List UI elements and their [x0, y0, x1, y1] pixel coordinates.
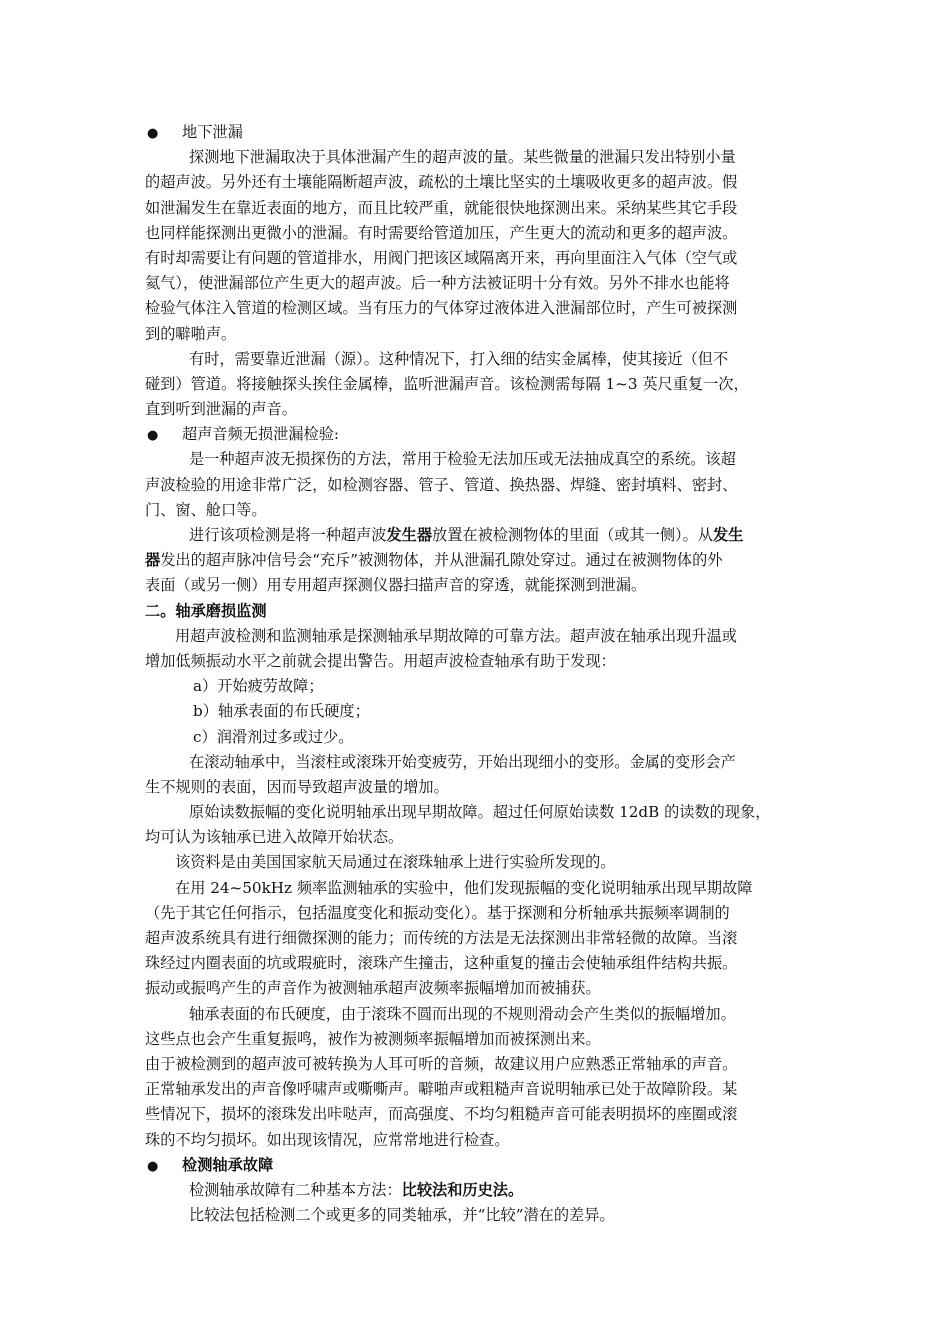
bullet-icon: ●: [147, 126, 159, 141]
text-line: 有时，需要靠近泄漏（源）。这种情况下，打入细的结实金属棒，使其接近（但不: [189, 349, 729, 368]
emphasis-generator: 器: [145, 551, 161, 570]
text-line: 直到听到泄漏的声音。: [145, 400, 297, 419]
list-item: a）开始疲劳故障；: [193, 677, 324, 696]
heading-text: 超声音频无损泄漏检验:: [182, 425, 339, 444]
paragraph-comparison-method: 比较法包括检测二个或更多的同类轴承，并“比较”潜在的差异。: [189, 1206, 615, 1225]
bullet-icon: ●: [147, 1158, 159, 1174]
paragraph-bearing-7: [145, 1052, 811, 1153]
text-line: 这些点也会产生重复振鸣，被作为被测频率振幅增加而被探测出来。: [145, 1029, 601, 1048]
heading-text: 检测轴承故障: [182, 1155, 274, 1174]
text-line: 均可认为该轴承已进入故障开始状态。: [145, 828, 404, 847]
paragraph-bearing-6: [145, 1002, 811, 1052]
emphasis-generator: 发生器: [386, 526, 432, 544]
text-line: 到的噼啪声。: [145, 324, 237, 343]
text-line: 增加低频振动水平之前就会提出警告。用超声波检查轴承有助于发现：: [145, 651, 616, 670]
text-line: 声波检验的用途非常广泛，如检测容器、管子、管道、换热器、焊缝、密封填料、密封、: [145, 475, 738, 494]
text-line: 的超声波。另外还有土壤能隔断超声波，疏松的土壤比坚实的土壤吸收更多的超声波。假: [145, 173, 738, 192]
text-line: 珠经过内圈表面的坑或瑕疵时，滚珠产生撞击，这种重复的撞击会使轴承组件结构共振。: [145, 954, 738, 973]
list-item: b）轴承表面的布氏硬度；: [193, 702, 370, 721]
text-line: 表面（或另一侧）用专用超声探测仪器扫描声音的穿透，就能探测到泄漏。: [145, 576, 647, 595]
text-line: 探测地下泄漏取决于具体泄漏产生的超声波的量。某些微量的泄漏只发出特别小量: [189, 148, 736, 167]
bullet-icon: ●: [147, 428, 159, 444]
section-heading-ultrasonic-leak-test: [145, 422, 811, 447]
paragraph-detect-methods: [145, 1178, 811, 1203]
paragraph-bearing-3: [145, 800, 811, 850]
text-line: 检验气体注入管道的检测区域。当有压力的气体穿过液体进入泄漏部位时，产生可被探测: [145, 299, 738, 318]
paragraph-ultrasonic-1: [145, 447, 811, 523]
text-line: 在滚动轴承中，当滚柱或滚珠开始变疲劳，开始出现细小的变形。金属的变形会产: [189, 752, 736, 771]
text-span: 检测轴承故障有二种基本方法：: [189, 1180, 402, 1199]
heading-text: 地下泄漏: [182, 123, 243, 141]
section-heading-underground-leak: [145, 120, 811, 145]
text-line: （先于其它任何指示，包括温度变化和振动变化）。基于探测和分析轴承共振频率调制的: [145, 903, 730, 922]
section-heading-bearing-wear: 二。轴承磨损监测: [145, 601, 267, 620]
text-line: 由于被检测到的超声波可被转换为人耳可听的音频，故建议用户应熟悉正常轴承的声音。: [145, 1054, 738, 1073]
text-line: 如泄漏发生在靠近表面的地方，而且比较严重，就能很快地探测出来。采纳某些其它手段: [145, 198, 738, 217]
paragraph-underground-leak-1: [145, 145, 811, 347]
text-line: 生不规则的表面，因而导致超声波量的增加。: [145, 777, 449, 796]
text-line: 是一种超声波无损探伤的方法，常用于检验无法加压或无法抽成真空的系统。该超: [189, 450, 736, 469]
text-line: 也同样能探测出更微小的泄漏。有时需要给管道加压，产生更大的流动和更多的超声波。: [145, 223, 738, 242]
text-line: 珠的不均匀损坏。如出现该情况，应常常地进行检查。: [145, 1130, 510, 1149]
text-line: 振动或振鸣产生的声音作为被测轴承超声波频率振幅增加而被捕获。: [145, 979, 601, 998]
emphasis-generator: 发生: [712, 526, 744, 544]
text-line: 正常轴承发出的声音像呼啸声或嘶嘶声。噼啪声或粗糙声音说明轴承已处于故障阶段。某: [145, 1080, 738, 1099]
paragraph-bearing-4: 该资料是由美国国家航天局通过在滚珠轴承上进行实验所发现的。: [175, 853, 616, 872]
text-line: 轴承表面的布氏硬度，由于滚珠不圆而出现的不规则滑动会产生类似的振幅增加。: [189, 1004, 736, 1023]
text-span: 发出的超声脉冲信号会“充斥”被测物体，并从泄漏孔隙处穿过。通过在被测物体的外: [160, 551, 723, 570]
text-line: 门、窗、舱口等。: [145, 500, 267, 519]
paragraph-ultrasonic-2: [145, 523, 811, 599]
text-span: 放置在被检测物体的里面（或其一侧）。从: [432, 526, 713, 544]
text-line: 碰到）管道。将接触探头挨住金属棒，监听泄漏声音。该检测需每隔 1~3 英尺重复一次，: [145, 374, 749, 393]
text-span: 进行该项检测是将一种超声波: [189, 526, 387, 544]
paragraph-underground-leak-2: [145, 347, 811, 423]
text-line: 些情况下，损坏的滚珠发出咔哒声，而高强度、不均匀粗糙声音可能表明损坏的座圈或滚: [145, 1105, 738, 1124]
document-page: [145, 120, 811, 1228]
bearing-findings-list: [145, 674, 811, 750]
emphasis-methods: 比较法和历史法。: [401, 1180, 524, 1199]
paragraph-bearing-5: [145, 876, 811, 1002]
text-line: [145, 523, 811, 548]
text-line: 原始读数振幅的变化说明轴承出现早期故障。超过任何原始读数 12dB 的读数的现象，: [189, 803, 771, 822]
text-line: [145, 548, 811, 573]
text-line: 用超声波检测和监测轴承是探测轴承早期故障的可靠方法。超声波在轴承出现升温或: [175, 626, 737, 645]
paragraph-bearing-1: [145, 624, 811, 674]
section-heading-detect-bearing-fault: [145, 1153, 811, 1178]
paragraph-bearing-2: [145, 750, 811, 800]
text-line: 超声波系统具有进行细微探测的能力；而传统的方法是无法探测出非常轻微的故障。当滚: [145, 929, 738, 947]
text-line: 有时却需要让有问题的管道排水，用阀门把该区域隔离开来，再向里面注入气体（空气或: [145, 248, 738, 267]
text-line: 氦气），使泄漏部位产生更大的超声波。后一种方法被证明十分有效。另外不排水也能将: [145, 274, 730, 293]
list-item: c）润滑剂过多或过少。: [193, 727, 354, 746]
text-line: 在用 24~50kHz 频率监测轴承的实验中，他们发现振幅的变化说明轴承出现早期故障: [175, 878, 753, 897]
